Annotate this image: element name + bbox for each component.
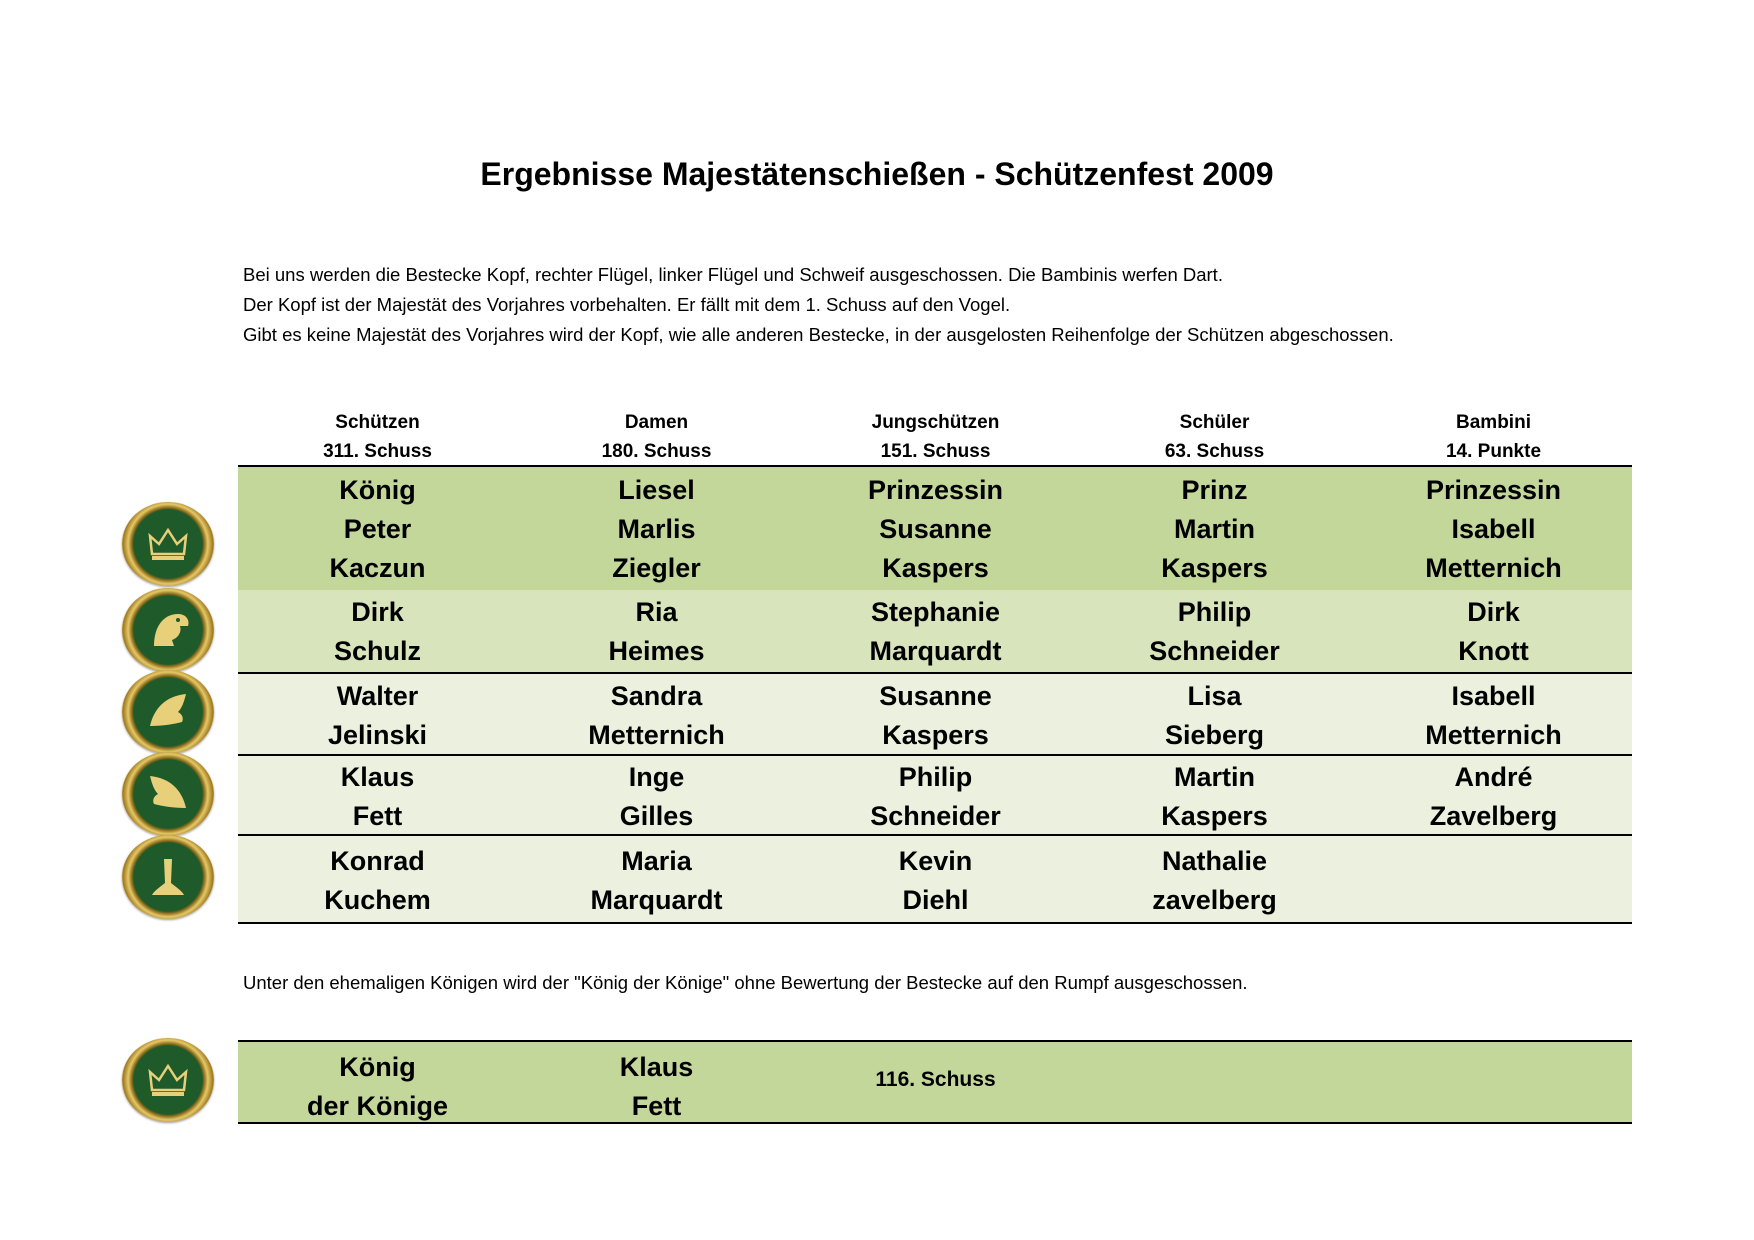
table-cell — [1075, 842, 1354, 920]
crown-emblem-icon — [122, 502, 214, 586]
kk-shot: 116. Schuss — [875, 1068, 996, 1091]
intro-text — [243, 260, 1394, 350]
table-cell — [1075, 593, 1354, 671]
cell-line: Marquardt — [869, 636, 1002, 666]
cell-line: Klaus — [340, 762, 415, 792]
cell-line: Kaczun — [329, 553, 426, 583]
column-name: Schüler — [1179, 412, 1250, 433]
column-detail: 63. Schuss — [1164, 441, 1265, 462]
column-detail: 14. Punkte — [1445, 441, 1542, 462]
kk-name — [517, 1048, 796, 1126]
crown-emblem-icon — [122, 1038, 214, 1122]
table-cell — [238, 758, 517, 836]
table-cell — [517, 471, 796, 588]
cell-line: Martin — [1174, 514, 1255, 544]
cell-line: zavelberg — [1152, 885, 1277, 915]
table-cell — [1354, 593, 1633, 671]
cell-line: Metternich — [1425, 720, 1562, 750]
cell-line: Isabell — [1451, 681, 1536, 711]
table-cell — [1354, 758, 1633, 836]
kk-label-line: der Könige — [306, 1091, 448, 1121]
column-header — [238, 408, 517, 466]
koenig-note: Unter den ehemaligen Königen wird der "König der Könige" ohne Bewertung der Bestecke auf den Rumpf ausgeschossen. — [243, 972, 1248, 993]
cell-line: Maria — [621, 846, 692, 876]
cell-line: Stephanie — [870, 597, 1001, 627]
cell-line: Lisa — [1187, 681, 1242, 711]
cell-line: Diehl — [902, 885, 969, 915]
table-cell — [1075, 677, 1354, 755]
kk-name-line: Klaus — [619, 1052, 694, 1082]
koenig-der-koenige-row — [238, 1040, 1632, 1124]
cell-line: Kaspers — [882, 720, 989, 750]
intro-line: Gibt es keine Majestät des Vorjahres wird der Kopf, wie alle anderen Bestecke, in der ausgelosten Reihenfolge der Schützen abgeschossen. — [243, 324, 1394, 345]
cell-line: Kaspers — [1161, 801, 1268, 831]
cell-line: Liesel — [618, 475, 695, 505]
table-cell — [238, 471, 517, 588]
column-header — [1075, 408, 1354, 466]
cell-line: Zavelberg — [1429, 801, 1558, 831]
page-title: Ergebnisse Majestätenschießen - Schützenfest 2009 — [480, 156, 1274, 192]
cell-line: Schneider — [1149, 636, 1280, 666]
cell-line: Philip — [1177, 597, 1252, 627]
tail-emblem-icon — [122, 835, 214, 919]
cell-line: Kaspers — [1161, 553, 1268, 583]
cell-line: Schulz — [333, 636, 421, 666]
cell-line: Sandra — [610, 681, 703, 711]
column-detail: 151. Schuss — [880, 441, 991, 462]
table-row — [238, 465, 1632, 592]
table-cell — [517, 758, 796, 836]
cell-line: Metternich — [1425, 553, 1562, 583]
intro-line: Der Kopf ist der Majestät des Vorjahres vorbehalten. Er fällt mit dem 1. Schuss auf den Vogel. — [243, 294, 1011, 315]
column-header — [1354, 408, 1633, 466]
column-name: Schützen — [335, 412, 420, 433]
cell-line: Prinz — [1181, 475, 1248, 505]
cell-line: Kevin — [898, 846, 973, 876]
table-cell — [1075, 471, 1354, 588]
eagle-head-emblem-icon — [122, 588, 214, 672]
table-header — [238, 408, 1632, 463]
cell-line: Ziegler — [612, 553, 701, 583]
table-cell — [1354, 471, 1633, 588]
table-cell — [796, 593, 1075, 671]
table-cell — [238, 842, 517, 920]
cell-line: Schneider — [870, 801, 1001, 831]
cell-line: Fett — [352, 801, 403, 831]
cell-line: König — [339, 475, 416, 505]
cell-line: Konrad — [330, 846, 425, 876]
table-cell — [796, 842, 1075, 920]
column-name: Jungschützen — [871, 412, 1000, 433]
cell-line: Heimes — [608, 636, 705, 666]
cell-line: Isabell — [1451, 514, 1536, 544]
column-name: Damen — [624, 412, 689, 433]
intro-line: Bei uns werden die Bestecke Kopf, rechter Flügel, linker Flügel und Schweif ausgeschossen. Die Bambinis werfen Dart. — [243, 264, 1223, 285]
right-wing-emblem-icon — [122, 670, 214, 754]
cell-line: Kuchem — [324, 885, 431, 915]
cell-line: Gilles — [619, 801, 694, 831]
cell-line: Dirk — [1467, 597, 1520, 627]
cell-line: Jelinski — [327, 720, 428, 750]
cell-line: Ria — [635, 597, 678, 627]
column-detail: 311. Schuss — [323, 441, 432, 462]
kk-label — [238, 1048, 517, 1126]
kk-label-line: König — [339, 1052, 416, 1082]
cell-line: Nathalie — [1161, 846, 1268, 876]
cell-line: André — [1454, 762, 1533, 792]
cell-line: Martin — [1174, 762, 1255, 792]
table-cell — [238, 593, 517, 671]
table-cell — [517, 677, 796, 755]
cell-line: Kaspers — [882, 553, 989, 583]
cell-line: Susanne — [879, 514, 992, 544]
table-cell — [796, 471, 1075, 588]
cell-line: Dirk — [351, 597, 404, 627]
table-cell — [1354, 677, 1633, 755]
table-cell — [517, 593, 796, 671]
cell-line: Inge — [628, 762, 685, 792]
cell-line: Marlis — [617, 514, 696, 544]
table-row — [238, 590, 1632, 674]
cell-line: Marquardt — [590, 885, 723, 915]
table-row — [238, 836, 1632, 924]
column-header — [517, 408, 796, 466]
table-cell — [796, 758, 1075, 836]
left-wing-emblem-icon — [122, 752, 214, 836]
table-cell — [1075, 758, 1354, 836]
table-cell — [238, 677, 517, 755]
column-header — [796, 408, 1075, 466]
kk-name-line: Fett — [631, 1091, 682, 1121]
cell-line: Prinzessin — [867, 475, 1004, 505]
table-cell — [517, 842, 796, 920]
cell-line: Metternich — [588, 720, 725, 750]
cell-line: Philip — [898, 762, 973, 792]
cell-line: Walter — [336, 681, 419, 711]
table-cell — [796, 677, 1075, 755]
cell-line: Knott — [1458, 636, 1529, 666]
column-name: Bambini — [1456, 412, 1531, 433]
table-row — [238, 756, 1632, 836]
cell-line: Prinzessin — [1425, 475, 1562, 505]
cell-line: Peter — [343, 514, 412, 544]
column-detail: 180. Schuss — [601, 441, 712, 462]
cell-line: Sieberg — [1164, 720, 1265, 750]
table-row — [238, 674, 1632, 756]
cell-line: Susanne — [879, 681, 992, 711]
